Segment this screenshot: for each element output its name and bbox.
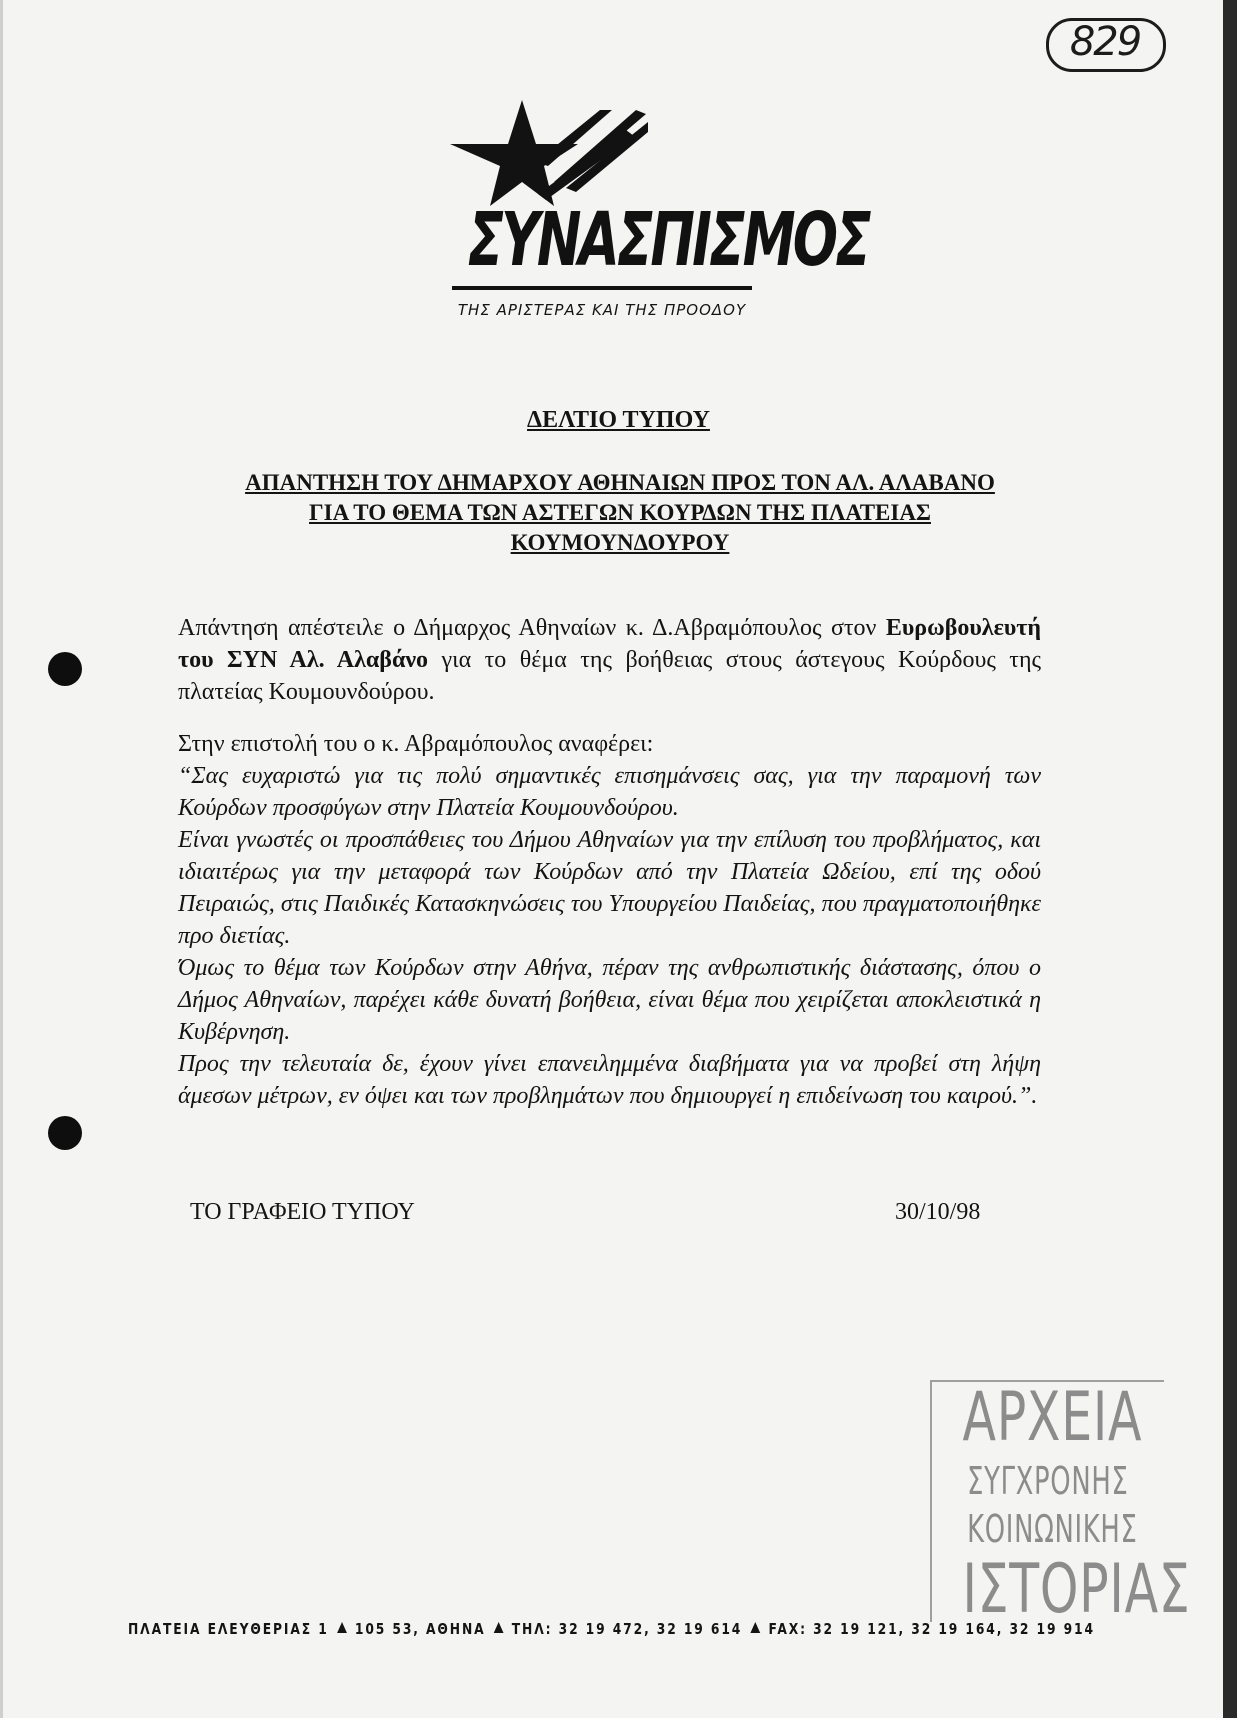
triangle-separator-icon — [337, 1622, 347, 1633]
archive-stamp-line-4: ΙΣΤΟΡΙΑΣ — [962, 1550, 1191, 1629]
triangle-separator-icon — [494, 1622, 504, 1633]
document-type-heading: ΔΕΛΤΙΟ ΤΥΠΟΥ — [527, 407, 710, 433]
triangle-separator-icon — [750, 1622, 760, 1633]
quote-sentence-1: “Σας ευχαριστώ για τις πολύ σημαντικές επισημάνσεις σας, για την παραμονή των Κούρδων προσφύγων στην Πλατεία Κουμουνδούρου. — [178, 763, 1041, 821]
letter-quote — [178, 760, 1041, 1112]
party-wordmark: ΣΥΝΑΣΠΙΣΜΟΣ — [467, 197, 869, 283]
footer-contact — [128, 1618, 1095, 1640]
footer-address: ΠΛΑΤΕΙΑ ΕΛΕΥΘΕΡΙΑΣ 1 — [128, 1620, 329, 1638]
punch-hole-bottom — [48, 1116, 82, 1150]
quote-sentence-3: Όμως το θέμα των Κούρδων στην Αθήνα, πέραν της ανθρωπιστικής διάστασης, όπου ο Δήμος Αθηναίων, παρέχει κάθε δυνατή βοήθεια, είναι θέμα που χειρίζεται αποκλειστικά η Κυβέρνηση. — [178, 955, 1041, 1045]
quote-sentence-4: Προς την τελευταία δε, έχουν γίνει επανειλημμένα διαβήματα για να προβεί στη λήψη άμεσων μέτρων, εν όψει και των προβλημάτων που δημιουργεί η επιδείνωση του καιρού.”. — [178, 1051, 1041, 1109]
archive-stamp-line-2: ΣΥΓΧΡΟΝΗΣ — [967, 1459, 1129, 1503]
archive-stamp-line-3: ΚΟΙΝΩΝΙΚΗΣ — [967, 1507, 1138, 1551]
headline — [150, 468, 1090, 558]
logo-divider — [452, 286, 752, 290]
footer-phone: ΤΗΛ: 32 19 472, 32 19 614 — [511, 1620, 743, 1638]
release-date: 30/10/98 — [895, 1199, 981, 1225]
letter-intro: Στην επιστολή του ο κ. Αβραμόπουλος αναφέρει: — [178, 731, 654, 757]
party-subtitle: ΤΗΣ ΑΡΙΣΤΕΡΑΣ ΚΑΙ ΤΗΣ ΠΡΟΟΔΟΥ — [457, 301, 747, 319]
press-office-signature: ΤΟ ΓΡΑΦΕΙΟ ΤΥΠΟΥ — [190, 1199, 415, 1225]
paragraph-intro-bold: Ευρωβουλευτή του ΣΥΝ Αλ. Αλαβάνο — [178, 615, 1041, 673]
paragraph-intro-part-2: για το θέμα της βοήθειας στους άστεγους Κούρδους της πλατείας Κουμουνδούρου. — [178, 647, 1041, 705]
punch-hole-top — [48, 652, 82, 686]
paragraph-intro — [178, 612, 1041, 708]
headline-line-1: ΑΠΑΝΤΗΣΗ ΤΟΥ ΔΗΜΑΡΧΟΥ ΑΘΗΝΑΙΩΝ ΠΡΟΣ ΤΟΝ ΑΛ. ΑΛΑΒΑΝΟ — [245, 470, 995, 495]
headline-line-3: ΚΟΥΜΟΥΝΔΟΥΡΟΥ — [510, 530, 730, 555]
scan-right-edge — [1223, 0, 1237, 1718]
scan-left-edge — [0, 0, 3, 1718]
headline-line-2: ΓΙΑ ΤΟ ΘΕΜΑ ΤΩΝ ΑΣΤΕΓΩΝ ΚΟΥΡΔΩΝ ΤΗΣ ΠΛΑΤΕΙΑΣ — [309, 500, 931, 525]
star-logo-icon — [450, 100, 650, 210]
footer-postal: 105 53, ΑΘΗΝΑ — [354, 1620, 486, 1638]
handwritten-page-number: 829 — [1069, 19, 1141, 65]
footer-fax: FAX: 32 19 121, 32 19 164, 32 19 914 — [768, 1620, 1095, 1638]
quote-sentence-2: Είναι γνωστές οι προσπάθειες του Δήμου Αθηναίων για την επίλυση του προβλήματος, και ιδιαιτέρως για την μεταφορά των Κούρδων από την Πλατεία Ωδείου, επί της οδού Πειραιώς, στις Παιδικές Κατασκηνώσεις του Υπουργείου Παιδείας, που πραγματοποιήθηκε προ διετίας. — [178, 827, 1041, 949]
paragraph-letter — [178, 728, 1041, 1112]
archive-stamp-line-1: ΑΡΧΕΙΑ — [962, 1378, 1143, 1457]
paragraph-intro-part-1: Απάντηση απέστειλε ο Δήμαρχος Αθηναίων κ. Δ.Αβραμόπουλος στον — [178, 615, 886, 641]
